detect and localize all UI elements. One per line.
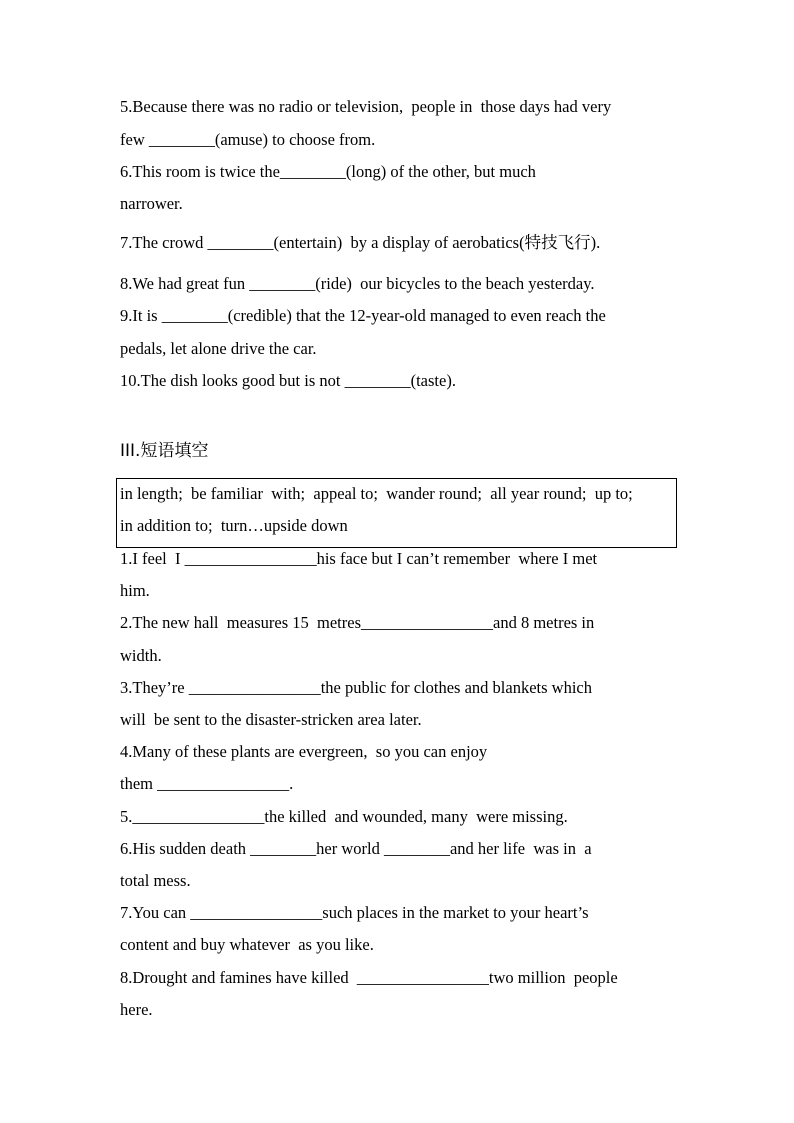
q8-line-1: 8.We had great fun ________(ride) our bicycles to the beach yesterday. [120, 274, 595, 293]
q6-line-1: 6.This room is twice the________(long) of the other, but much [120, 162, 536, 181]
p3-q7-line-2: content and buy whatever as you like. [120, 935, 374, 954]
q5-line-2: few ________(amuse) to choose from. [120, 130, 376, 149]
p3-q5-line-1: 5.________________the killed and wounded, many were missing. [120, 807, 568, 826]
p3-q2-line-1: 2.The new hall measures 15 metres________________and 8 metres in [120, 613, 595, 632]
p3-q3-line-2: will be sent to the disaster-stricken area later. [120, 710, 422, 729]
q6-line-2: narrower. [120, 194, 183, 213]
p3-q8-line-2: here. [120, 1000, 153, 1019]
p3-q4-line-2: them ________________. [120, 774, 294, 793]
p3-q7-line-1: 7.You can ________________such places in the market to your heart’s [120, 903, 589, 922]
p3-q1-line-2: him. [120, 581, 150, 600]
phrase-bank-line-2: in addition to; turn…upside down [120, 516, 348, 535]
q5-line-1: 5.Because there was no radio or television, people in those days had very [120, 97, 612, 116]
section-heading: III.短语填空 [120, 441, 209, 461]
q10-line-1: 10.The dish looks good but is not ________(taste). [120, 371, 456, 390]
q9-line-1: 9.It is ________(credible) that the 12-year-old managed to even reach the [120, 306, 606, 325]
q9-line-2: pedals, let alone drive the car. [120, 339, 317, 358]
p3-q6-line-2: total mess. [120, 871, 191, 890]
p3-q3-line-1: 3.They’re ________________the public for clothes and blankets which [120, 678, 592, 697]
phrase-bank-line-1: in length; be familiar with; appeal to; wander round; all year round; up to; [120, 484, 633, 503]
p3-q2-line-2: width. [120, 646, 162, 665]
p3-q1-line-1: 1.I feel I ________________his face but I can’t remember where I met [120, 549, 598, 568]
p3-q4-line-1: 4.Many of these plants are evergreen, so you can enjoy [120, 742, 488, 761]
q7-line-1: 7.The crowd ________(entertain) by a display of aerobatics(特技飞行). [120, 233, 601, 252]
p3-q8-line-1: 8.Drought and famines have killed ________________two million people [120, 968, 618, 987]
p3-q6-line-1: 6.His sudden death ________her world ________and her life was in a [120, 839, 592, 858]
